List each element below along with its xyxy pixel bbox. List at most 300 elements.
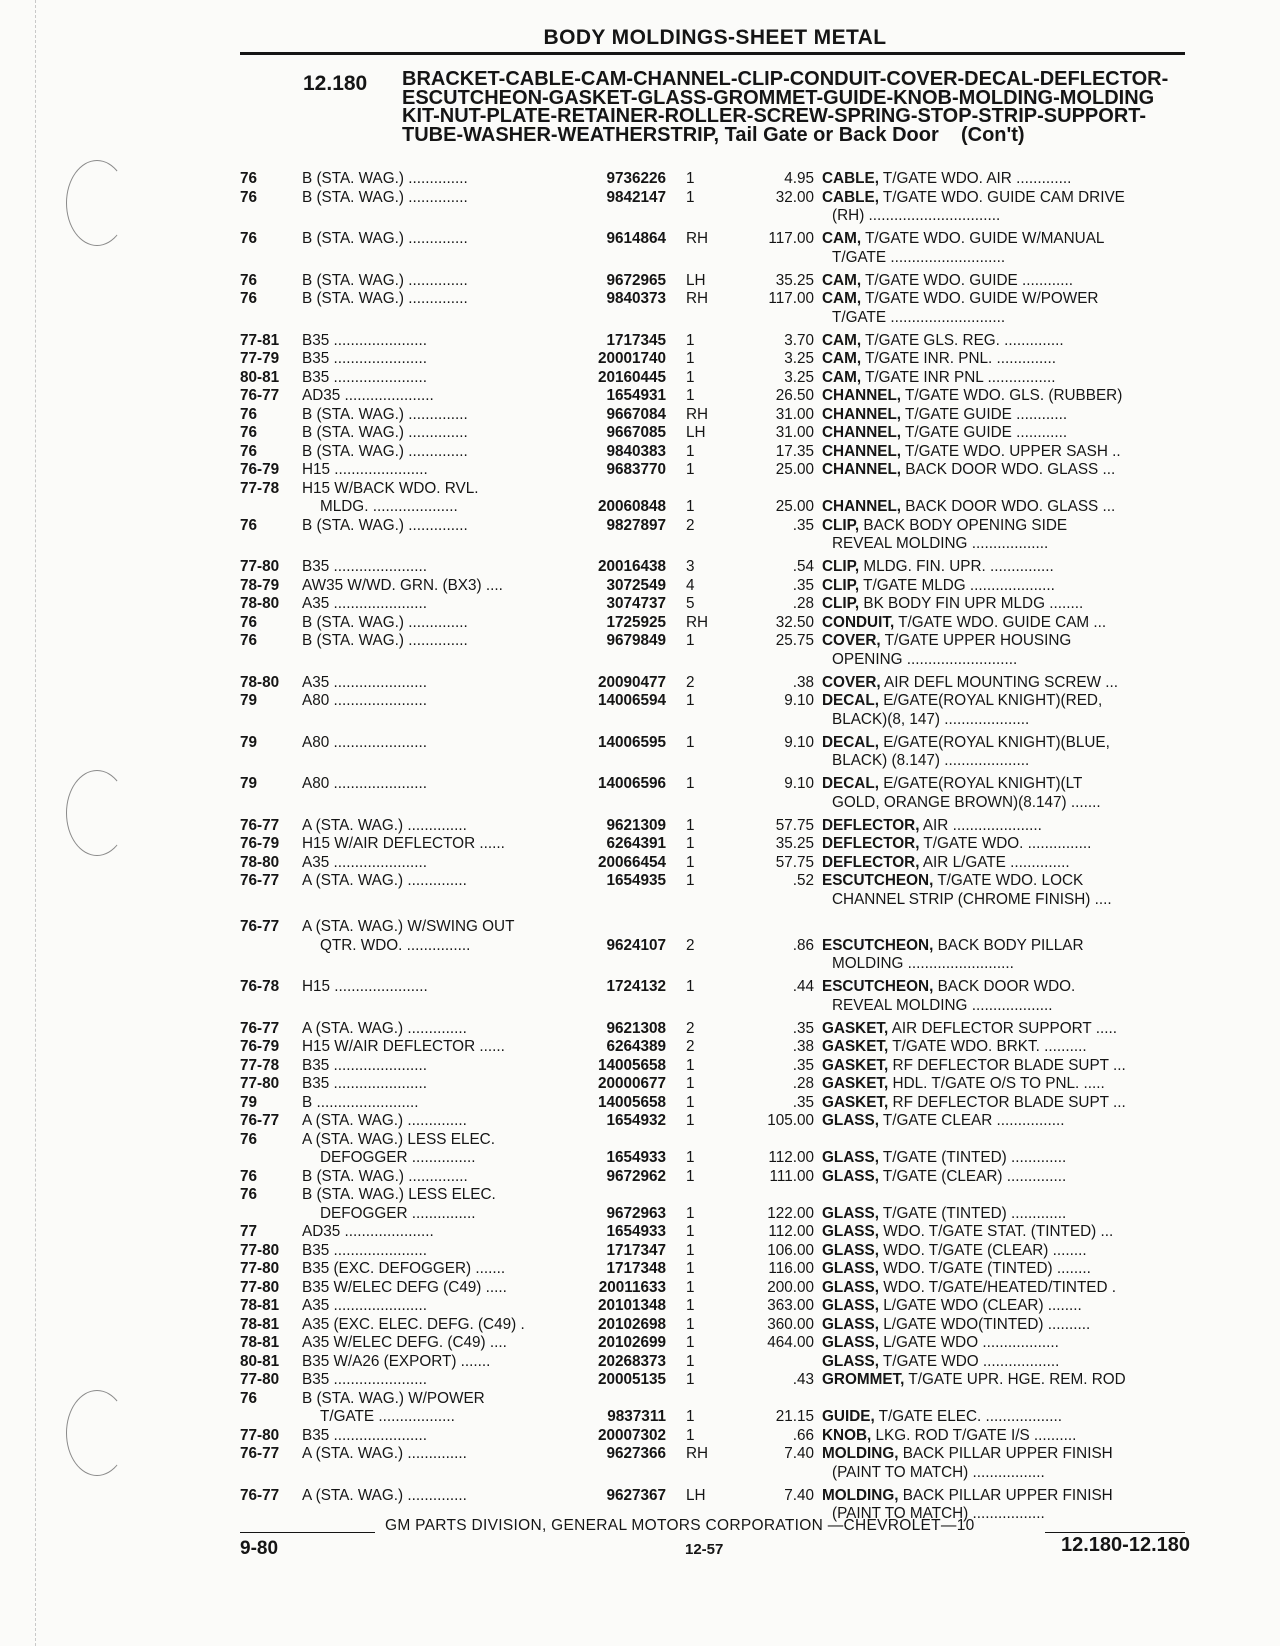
quantity: 1 xyxy=(686,872,695,889)
part-number: 9627367 xyxy=(606,1486,666,1504)
model-year: 77-81 xyxy=(240,331,280,349)
part-number: 20102699 xyxy=(597,1334,666,1351)
part-name: ESCUTCHEON, xyxy=(822,978,934,995)
model-year: 76-77 xyxy=(240,1486,280,1504)
part-row xyxy=(240,595,1200,614)
quantity: 1 xyxy=(686,853,695,871)
model-code: B (STA. WAG.) .............. xyxy=(302,613,468,631)
part-number: 20011633 xyxy=(598,1278,666,1296)
part-name: GLASS, xyxy=(822,1149,879,1166)
part-description-text: T/GATE GLS. REG. .............. xyxy=(861,331,1064,349)
quantity: RH xyxy=(686,1445,709,1462)
part-name: DEFLECTOR, xyxy=(822,835,920,852)
quantity: 2 xyxy=(686,516,695,534)
footer-rule xyxy=(1045,1532,1185,1533)
part-description-text: T/GATE INR PNL ................ xyxy=(861,368,1056,386)
quantity: 2 xyxy=(686,1038,695,1055)
part-number: 20066454 xyxy=(597,853,666,871)
part-name: CAM, xyxy=(822,368,862,386)
price: 111.00 xyxy=(769,1167,814,1185)
part-name: CLIP, xyxy=(822,576,860,594)
part-description-text: T/GATE WDO. GLS. (RUBBER) xyxy=(901,387,1123,404)
model-code: A (STA. WAG.) .............. xyxy=(302,1486,467,1504)
model-year: 76-77 xyxy=(240,387,280,404)
model-code: H15 ...................... xyxy=(302,461,428,478)
part-row xyxy=(240,170,1200,189)
part-description xyxy=(822,1149,1200,1168)
model-code: B (STA. WAG.) LESS ELEC. xyxy=(302,1186,496,1203)
part-description xyxy=(822,498,1200,517)
model-year: 76 xyxy=(240,271,258,289)
quantity: 1 xyxy=(686,1408,695,1425)
model-year: 76-77 xyxy=(240,918,280,935)
price: .28 xyxy=(792,595,814,612)
section-title-text: BRACKET-CABLE-CAM-CHANNEL-CLIP-CONDUIT-COVER-DECAL-DEFLECTOR-ESCUTCHEON-GASKET-GLASS-GROMMET-GUIDE-KNOB-MOLDING-MOLDING KIT-NUT-PLATE-RETAINER-ROLLER-SCREW-SPRING-STOP-STRIP-SUPPORT-TUBE-WASHER- xyxy=(402,68,1169,146)
part-row xyxy=(240,734,1200,776)
part-description-text: HDL. T/GATE O/S TO PNL. ..... xyxy=(888,1075,1105,1092)
model-code: A35 W/ELEC DEFG. (C49) .... xyxy=(302,1334,507,1351)
part-description xyxy=(822,692,1200,711)
part-description-text: T/GATE WDO. BRKT. .......... xyxy=(888,1038,1087,1055)
price: 363.00 xyxy=(767,1297,814,1314)
part-description-text: WDO. T/GATE (CLEAR) ........ xyxy=(878,1241,1087,1259)
part-description-text: E/GATE(ROYAL KNIGHT)(BLUE, xyxy=(878,733,1110,751)
part-description xyxy=(822,775,1200,794)
part-number: 14005658 xyxy=(597,1056,666,1074)
model-year: 76-79 xyxy=(240,1038,280,1055)
part-description xyxy=(822,387,1200,406)
part-row xyxy=(240,517,1200,559)
part-description-continued: (PAINT TO MATCH) ................. xyxy=(832,1505,1045,1522)
part-name: CABLE, xyxy=(822,170,879,187)
model-code: H15 W/AIR DEFLECTOR ...... xyxy=(302,835,505,852)
part-description-text: BK BODY FIN UPR MLDG ........ xyxy=(859,595,1084,612)
part-row xyxy=(240,1112,1200,1131)
part-number: 14006596 xyxy=(597,775,666,792)
model-year: 77-80 xyxy=(240,1278,280,1296)
part-row xyxy=(240,817,1200,836)
part-description xyxy=(822,978,1200,997)
price: 116.00 xyxy=(768,1260,814,1277)
model-code: B35 ...................... xyxy=(302,1241,427,1259)
part-row xyxy=(240,1020,1200,1039)
model-code: B35 ...................... xyxy=(302,1426,427,1444)
punch-hole xyxy=(66,160,128,246)
quantity: 1 xyxy=(686,1334,695,1351)
part-name: DEFLECTOR, xyxy=(822,816,920,834)
part-row xyxy=(240,918,1200,937)
part-row xyxy=(240,1279,1200,1298)
part-description xyxy=(822,1075,1200,1094)
part-description-text: T/GATE UPR. HGE. REM. ROD xyxy=(904,1371,1126,1388)
quantity: 4 xyxy=(686,576,695,594)
model-code: T/GATE .................. xyxy=(320,1408,455,1425)
quantity: 2 xyxy=(686,673,695,691)
model-code: A35 ...................... xyxy=(302,673,427,691)
part-number: 9624107 xyxy=(606,936,666,954)
model-code: B35 W/A26 (EXPORT) ....... xyxy=(302,1352,491,1370)
model-code: A (STA. WAG.) W/SWING OUT xyxy=(302,918,515,935)
part-row xyxy=(240,775,1200,817)
model-code: A (STA. WAG.) .............. xyxy=(302,1112,467,1129)
part-description xyxy=(822,272,1200,291)
part-name: CHANNEL, xyxy=(822,405,902,423)
part-row xyxy=(240,835,1200,854)
part-description xyxy=(822,1242,1200,1261)
part-description-text: BACK DOOR WDO. GLASS ... xyxy=(901,461,1116,478)
model-code: B35 (EXC. DEFOGGER) ....... xyxy=(302,1260,506,1277)
quantity: 1 xyxy=(686,1167,695,1185)
part-row xyxy=(240,1334,1200,1353)
model-year: 76 xyxy=(240,170,258,187)
part-name: DEFLECTOR, xyxy=(822,853,920,871)
quantity: 1 xyxy=(686,1075,695,1092)
price: .35 xyxy=(792,516,814,534)
part-description-text: T/GATE (CLEAR) .............. xyxy=(878,1167,1067,1185)
model-code: A35 ...................... xyxy=(302,1297,427,1314)
quantity: 2 xyxy=(686,936,695,954)
model-code: A80 ...................... xyxy=(302,733,427,751)
model-code: A35 ...................... xyxy=(302,595,427,612)
model-year: 76-77 xyxy=(240,1445,280,1462)
part-name: GASKET, xyxy=(822,1038,889,1055)
part-description-text: AIR ..................... xyxy=(919,816,1042,834)
model-year: 79 xyxy=(240,733,258,751)
part-name: CHANNEL, xyxy=(822,442,902,460)
part-row xyxy=(240,350,1200,369)
part-name: CHANNEL, xyxy=(822,498,902,515)
model-year: 79 xyxy=(240,692,258,709)
part-description xyxy=(822,1112,1200,1131)
price: .86 xyxy=(792,936,814,954)
model-year: 78-79 xyxy=(240,576,280,594)
part-number: 9837311 xyxy=(607,1408,666,1425)
part-name: CLIP, xyxy=(822,595,860,612)
model-code: B (STA. WAG.) .............. xyxy=(302,1167,468,1185)
model-year: 78-80 xyxy=(240,673,280,691)
part-name: CLIP, xyxy=(822,558,860,575)
model-code: H15 ...................... xyxy=(302,978,428,995)
part-number: 1654932 xyxy=(606,1112,666,1129)
model-code: B (STA. WAG.) .............. xyxy=(302,632,468,649)
footer-date: 9-80 xyxy=(240,1538,279,1559)
model-year: 77-80 xyxy=(240,1260,280,1277)
part-number: 14006594 xyxy=(597,692,666,709)
part-description xyxy=(822,290,1200,309)
model-year: 76 xyxy=(240,632,258,649)
part-description-continued: GOLD, ORANGE BROWN)(8.147) ....... xyxy=(832,793,1101,811)
model-code: A80 ...................... xyxy=(302,692,427,709)
part-description-text: AIR L/GATE .............. xyxy=(919,853,1070,871)
part-name: GLASS, xyxy=(822,1334,879,1351)
page-title: BODY MOLDINGS-SHEET METAL xyxy=(543,26,887,49)
part-number: 3074737 xyxy=(606,595,666,612)
price: 26.50 xyxy=(775,387,814,404)
part-description xyxy=(822,369,1200,388)
part-number: 20160445 xyxy=(597,368,666,386)
model-code: A (STA. WAG.) .............. xyxy=(302,1445,467,1462)
header-rule xyxy=(240,52,1185,55)
model-year: 78-81 xyxy=(240,1297,280,1314)
part-name: DECAL, xyxy=(822,733,879,751)
price: 32.00 xyxy=(775,188,814,206)
part-number: 20007302 xyxy=(597,1426,666,1444)
part-name: ESCUTCHEON, xyxy=(822,936,934,954)
part-description-continued: CHANNEL STRIP (CHROME FINISH) .... xyxy=(832,890,1112,908)
part-number: 1654933 xyxy=(606,1149,666,1166)
part-row xyxy=(240,692,1200,734)
part-row xyxy=(240,1094,1200,1113)
part-description xyxy=(822,1223,1200,1242)
model-year: 76-78 xyxy=(240,978,280,995)
part-description xyxy=(822,835,1200,854)
part-row xyxy=(240,290,1200,332)
part-number: 9679849 xyxy=(606,632,666,649)
model-year: 76-77 xyxy=(240,1112,280,1129)
part-row xyxy=(240,674,1200,693)
part-description-text: T/GATE ELEC. .................. xyxy=(874,1408,1062,1425)
model-code: AD35 ..................... xyxy=(302,1223,434,1240)
model-code: B35 ...................... xyxy=(302,350,427,367)
price: 31.00 xyxy=(775,424,814,441)
part-description-continued: REVEAL MOLDING .................. xyxy=(832,535,1049,552)
part-row xyxy=(240,978,1200,1020)
quantity: 1 xyxy=(686,1278,695,1296)
model-year: 76 xyxy=(240,1167,258,1185)
part-description xyxy=(822,332,1200,351)
quantity: 1 xyxy=(686,692,695,709)
model-year: 78-81 xyxy=(240,1334,280,1351)
quantity: RH xyxy=(686,290,709,307)
model-code: AD35 ..................... xyxy=(302,387,434,404)
part-name: COVER, xyxy=(822,632,881,649)
part-row xyxy=(240,498,1200,517)
part-name: DECAL, xyxy=(822,775,879,792)
model-code: B (STA. WAG.) .............. xyxy=(302,405,468,423)
part-name: MOLDING, xyxy=(822,1486,899,1504)
part-number: 1724132 xyxy=(606,978,666,995)
part-description-text: MLDG. FIN. UPR. ............... xyxy=(859,558,1054,575)
price: 3.25 xyxy=(784,350,814,367)
part-description-text: L/GATE WDO .................. xyxy=(878,1334,1059,1351)
price: 112.00 xyxy=(768,1223,814,1240)
part-row xyxy=(240,854,1200,873)
model-year: 76 xyxy=(240,1130,258,1148)
model-year: 76-77 xyxy=(240,1019,280,1037)
part-description xyxy=(822,1094,1200,1113)
part-name: GASKET, xyxy=(822,1056,889,1074)
price: 31.00 xyxy=(775,405,814,423)
part-description-continued: T/GATE ........................... xyxy=(832,308,1006,326)
price: 25.00 xyxy=(775,461,814,478)
price: 3.25 xyxy=(784,368,814,386)
model-code: B (STA. WAG.) .............. xyxy=(302,516,468,534)
part-number: 14006595 xyxy=(597,733,666,751)
part-row xyxy=(240,443,1200,462)
section-title-tail: WEATHERSTRIP, xyxy=(557,123,720,146)
part-name: KNOB, xyxy=(822,1426,872,1444)
model-year: 76 xyxy=(240,424,258,441)
part-description-text: BACK PILLAR UPPER FINISH xyxy=(898,1486,1113,1504)
model-year: 80-81 xyxy=(240,1352,280,1370)
part-name: CAM, xyxy=(822,350,862,367)
part-number: 20060848 xyxy=(597,498,666,515)
model-code: B35 ...................... xyxy=(302,331,427,349)
part-number: 1717347 xyxy=(606,1241,666,1259)
part-row xyxy=(240,461,1200,480)
quantity: 5 xyxy=(686,595,695,612)
part-name: GASKET, xyxy=(822,1093,889,1111)
part-description xyxy=(822,461,1200,480)
part-number: 1725925 xyxy=(606,613,666,631)
quantity: 1 xyxy=(686,350,695,367)
model-code: B (STA. WAG.) .............. xyxy=(302,290,468,307)
part-description-text: T/GATE MLDG .................... xyxy=(859,576,1055,594)
part-row xyxy=(240,1316,1200,1335)
part-description xyxy=(822,614,1200,633)
price: 9.10 xyxy=(784,733,814,751)
quantity: 1 xyxy=(686,461,695,478)
model-code: B (STA. WAG.) .............. xyxy=(302,230,468,247)
model-year: 79 xyxy=(240,1093,258,1111)
quantity: 1 xyxy=(686,1426,695,1444)
part-number: 1654935 xyxy=(606,872,666,889)
part-number: 1654931 xyxy=(606,387,666,404)
part-description-text: T/GATE GUIDE ............ xyxy=(901,424,1068,441)
price: .54 xyxy=(792,558,814,575)
price: 25.00 xyxy=(775,498,814,515)
part-number: 20016438 xyxy=(597,558,666,575)
model-code: B35 ...................... xyxy=(302,1056,427,1074)
price: 105.00 xyxy=(767,1112,814,1129)
part-row xyxy=(240,1149,1200,1168)
part-row xyxy=(240,480,1200,499)
part-description-continued: BLACK) (8.147) .................... xyxy=(832,752,1030,769)
part-description-text: T/GATE WDO. GUIDE CAM ... xyxy=(894,613,1107,631)
model-code: B35 ...................... xyxy=(302,368,427,386)
quantity: 1 xyxy=(686,188,695,206)
quantity: 1 xyxy=(686,1149,695,1166)
model-year: 76-77 xyxy=(240,872,280,889)
part-description-text: AIR DEFL MOUNTING SCREW ... xyxy=(880,673,1119,691)
part-name: DECAL, xyxy=(822,692,879,709)
part-description xyxy=(822,674,1200,693)
model-code: A (STA. WAG.) .............. xyxy=(302,1019,467,1037)
quantity: 1 xyxy=(686,442,695,460)
part-row xyxy=(240,189,1200,231)
part-description-text: AIR DEFLECTOR SUPPORT ..... xyxy=(888,1019,1117,1037)
punch-hole xyxy=(66,770,128,856)
part-number: 20001740 xyxy=(597,350,666,367)
quantity: 1 xyxy=(686,1056,695,1074)
part-description xyxy=(822,1334,1200,1353)
price: 7.40 xyxy=(784,1445,814,1462)
part-description xyxy=(822,1260,1200,1279)
part-row xyxy=(240,387,1200,406)
price: .28 xyxy=(792,1075,814,1092)
quantity: 1 xyxy=(686,498,695,515)
footer-publisher: GM PARTS DIVISION, GENERAL MOTORS CORPORATION —CHEVROLET—10 xyxy=(385,1517,975,1534)
quantity: 1 xyxy=(686,1112,695,1129)
model-code: H15 W/AIR DEFLECTOR ...... xyxy=(302,1038,505,1055)
part-number: 9736226 xyxy=(606,170,666,187)
model-year: 80-81 xyxy=(240,368,280,386)
part-description-text: T/GATE WDO. UPPER SASH .. xyxy=(901,442,1121,460)
model-year: 78-80 xyxy=(240,853,280,871)
quantity: 3 xyxy=(686,558,695,575)
quantity: 1 xyxy=(686,835,695,852)
quantity: 1 xyxy=(686,1204,695,1222)
price: 21.15 xyxy=(775,1408,814,1425)
part-description-text: RF DEFLECTOR BLADE SUPT ... xyxy=(888,1056,1126,1074)
part-description xyxy=(822,1279,1200,1298)
model-year: 76 xyxy=(240,188,258,206)
quantity: 1 xyxy=(686,816,695,834)
price: 25.75 xyxy=(775,632,814,649)
part-number: 9840383 xyxy=(606,442,666,460)
price: .38 xyxy=(792,673,814,691)
model-year: 76 xyxy=(240,442,258,460)
part-row xyxy=(240,406,1200,425)
price: .35 xyxy=(792,1056,814,1074)
part-description-continued: T/GATE ........................... xyxy=(832,248,1006,266)
part-number: 20000677 xyxy=(597,1075,666,1092)
price: 35.25 xyxy=(775,271,814,289)
part-description xyxy=(822,406,1200,425)
price: .66 xyxy=(792,1426,814,1444)
part-name: GLASS, xyxy=(822,1223,879,1240)
part-description xyxy=(822,1057,1200,1076)
part-description-text: T/GATE UPPER HOUSING xyxy=(880,632,1072,649)
price: .35 xyxy=(792,576,814,594)
part-number: 14005658 xyxy=(597,1093,666,1111)
model-year: 76 xyxy=(240,1389,258,1407)
part-row xyxy=(240,1242,1200,1261)
part-description xyxy=(822,1205,1200,1224)
model-year: 76 xyxy=(240,230,258,247)
part-name: GLASS, xyxy=(822,1204,879,1222)
part-description xyxy=(822,1445,1200,1464)
part-description xyxy=(822,189,1200,208)
part-description xyxy=(822,1297,1200,1316)
part-description xyxy=(822,632,1200,651)
punch-hole xyxy=(66,1390,128,1476)
part-row xyxy=(240,614,1200,633)
part-number: 1654933 xyxy=(606,1223,666,1240)
model-year: 77-80 xyxy=(240,1371,280,1388)
part-name: COVER, xyxy=(822,673,881,691)
price: 3.70 xyxy=(784,331,814,349)
part-number: 20102698 xyxy=(597,1315,666,1333)
model-code: B35 ...................... xyxy=(302,558,427,575)
model-code: A (STA. WAG.) .............. xyxy=(302,872,467,889)
part-number: 1717345 xyxy=(606,331,666,349)
part-description-text: WDO. T/GATE STAT. (TINTED) ... xyxy=(878,1223,1114,1240)
part-row xyxy=(240,1186,1200,1205)
model-year: 77-80 xyxy=(240,558,280,575)
part-row xyxy=(240,1260,1200,1279)
part-description xyxy=(822,577,1200,596)
model-code: DEFOGGER ............... xyxy=(320,1204,476,1222)
price: 57.75 xyxy=(775,853,814,871)
part-number: 1717348 xyxy=(606,1260,666,1277)
price: .35 xyxy=(792,1019,814,1037)
part-description xyxy=(822,1371,1200,1390)
model-code: B (STA. WAG.) W/POWER xyxy=(302,1389,485,1407)
part-description-continued: BLACK)(8, 147) .................... xyxy=(832,710,1030,728)
part-description-continued: REVEAL MOLDING ................... xyxy=(832,996,1053,1014)
part-number: 9683770 xyxy=(606,461,666,478)
